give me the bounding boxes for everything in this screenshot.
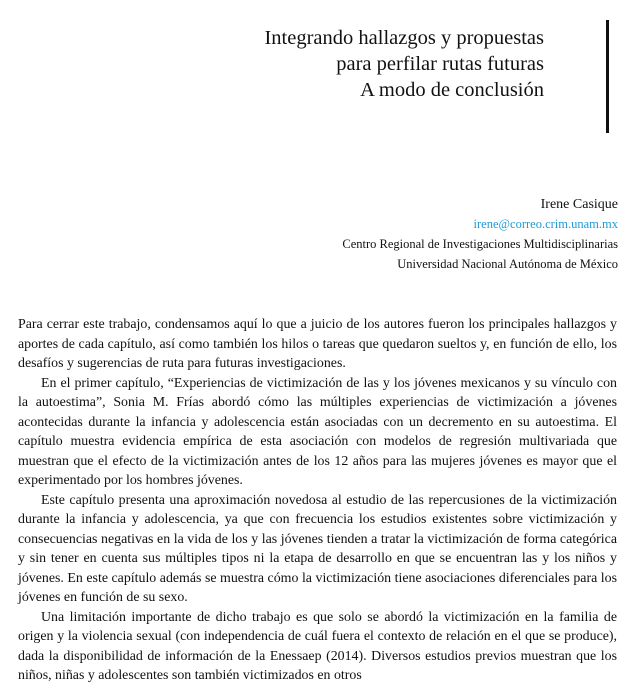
author-email-link[interactable]: irene@correo.crim.unam.mx: [473, 217, 618, 231]
paragraph-3: Este capítulo presenta una aproximación novedosa al estudio de las repercusiones de la victimización durante la infancia y adolescencia, ya que con frecuencia los estudios existentes sobre victimización y consecuencias negativas en la vida de los y las jóvenes tienden a tratar la victimización de forma categórica y sin tener en cuenta sus múltiples tipos ni la etapa de desarrollo en que se encuentran las y los niños y jóvenes. En este capítulo además se muestra cómo la victimización tiene asociaciones diferenciales para los jóvenes en función de su sexo.: [18, 492, 617, 605]
author-affiliation-university: Universidad Nacional Autónoma de México: [397, 257, 618, 271]
paragraph-4: Una limitación importante de dicho trabajo es que solo se abordó la victimización en la familia de origen y la violencia sexual (con independencia de cuál fuera el contexto de relación en el que se produce), dada la disponibilidad de información de la Enessaep (2014). Diversos estudios previos muestran que los niños, niñas y adolescentes son también victimizados en otros: [18, 609, 617, 683]
author-block: [118, 195, 618, 274]
chapter-title: [124, 25, 544, 103]
author-affiliation-center: Centro Regional de Investigaciones Multidisciplinarias: [342, 237, 618, 251]
chapter-title-line-1: Integrando hallazgos y propuestas: [264, 27, 544, 49]
body-text: [18, 315, 617, 686]
chapter-title-line-3: A modo de conclusión: [360, 79, 544, 101]
title-vertical-rule: [606, 20, 609, 133]
paragraph-1: Para cerrar este trabajo, condensamos aquí lo que a juicio de los autores fueron los principales hallazgos y aportes de cada capítulo, así como también los hilos o tareas que quedaron sueltos y, en función de ello, los desafíos y sugerencias de ruta para futuras investigaciones.: [18, 317, 617, 371]
author-name: Irene Casique: [540, 197, 618, 212]
chapter-title-line-2: para perfilar rutas futuras: [336, 53, 544, 75]
paragraph-2: En el primer capítulo, “Experiencias de victimización de las y los jóvenes mexicanos y su vínculo con la autoestima”, Sonia M. Frías abordó cómo las múltiples experiencias de victimización a jóvenes acontecidas durante la infancia y adolescencia están asociadas con un decremento en su autoestima. El capítulo muestra evidencia empírica de esta asociación con modelos de regresión multivariada que muestran que el efecto de la victimización antes de los 12 años para las mujeres jóvenes es mayor que el experimentado por los hombres jóvenes.: [18, 375, 617, 488]
